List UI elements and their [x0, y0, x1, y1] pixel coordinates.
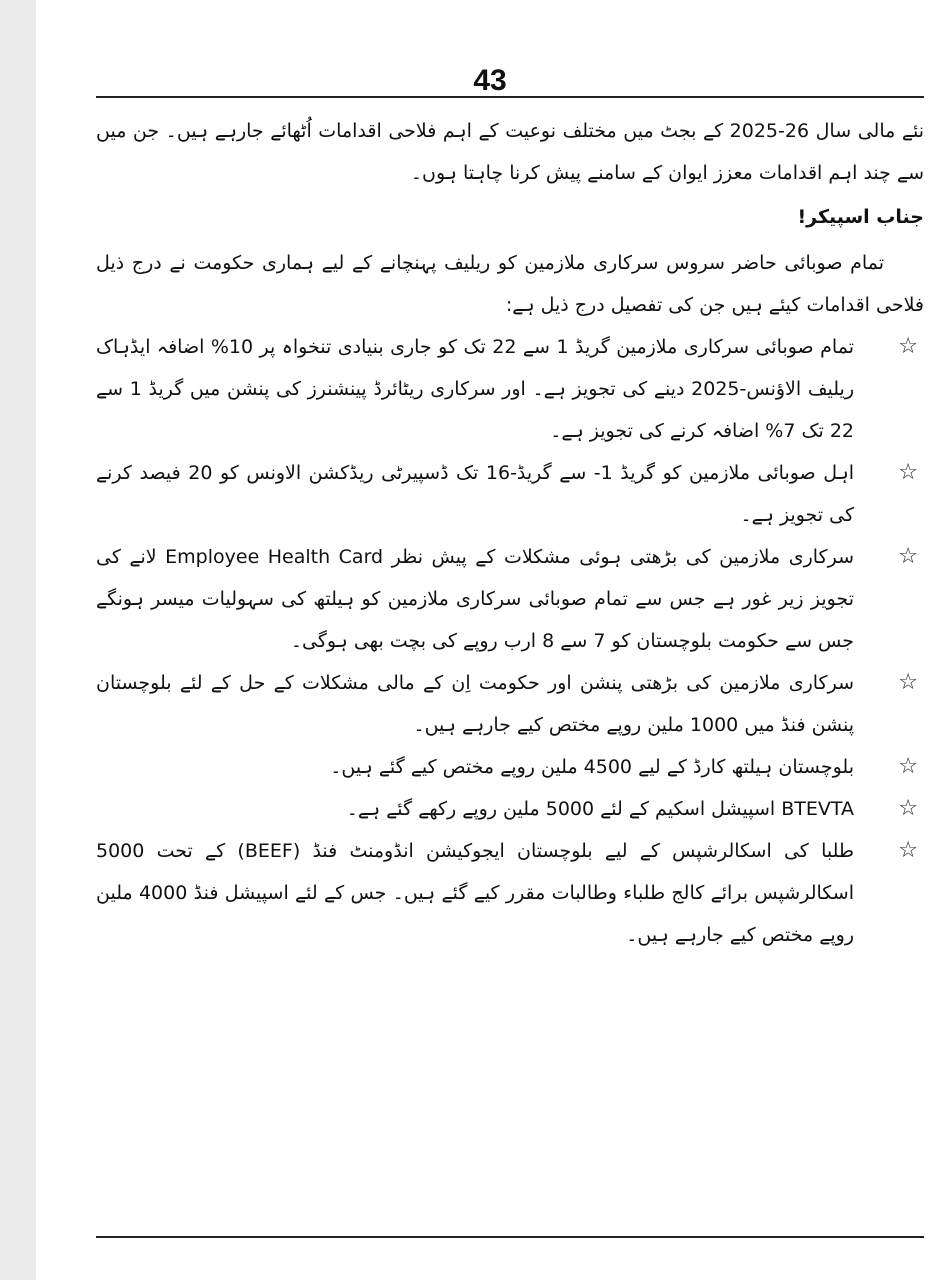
list-item-text: اہل صوبائی ملازمین کو گریڈ 1- سے گریڈ-16 تک ڈسپیرٹی ریڈکشن الاونس کو 20 فیصد کرنے کی تجویز ہے۔: [96, 462, 855, 526]
star-icon: ☆: [898, 796, 918, 821]
star-icon: ☆: [898, 460, 918, 485]
list-item-text: سرکاری ملازمین کی بڑھتی ہوئی مشکلات کے پیش نظر Employee Health Card لانے کی تجویز زیر غور ہے جس سے تمام صوبائی سرکاری ملازمین کو ہیلتھ کی سہولیات میسر ہونگے جس سے حکومت بلوچستان کو 7 سے 8 ارب روپے کی بچت بھی ہوگی۔: [96, 546, 854, 652]
list-item: [96, 746, 924, 788]
star-icon: ☆: [898, 838, 918, 863]
star-icon: ☆: [898, 544, 918, 569]
list-item: [96, 830, 924, 956]
page-content: [96, 110, 924, 956]
list-item: [96, 536, 924, 662]
list-item: [96, 788, 924, 830]
list-item-text: بلوچستان ہیلتھ کارڈ کے لیے 4500 ملین روپے مختص کیے گئے ہیں۔: [330, 756, 854, 778]
list-item: [96, 662, 924, 746]
intro-paragraph: نئے مالی سال 26-2025 کے بجٹ میں مختلف نوعیت کے اہم فلاحی اقدامات اُٹھائے جارہے ہیں۔ جن میں سے چند اہم اقدامات معزز ایوان کے سامنے پیش کرنا چاہتا ہوں۔: [96, 120, 924, 184]
footer-rule: [96, 1236, 924, 1238]
list-item-text: طلبا کی اسکالرشپس کے لیے بلوچستان ایجوکیشن انڈومنٹ فنڈ (BEEF) کے تحت 5000 اسکالرشپس برائے کالج طلباء وطالبات مقرر کیے گئے ہیں۔ جس کے لئے اسپیشل فنڈ 4000 ملین روپے مختص کیے جارہے ہیں۔: [96, 840, 855, 946]
list-item-text: تمام صوبائی سرکاری ملازمین گریڈ 1 سے 22 تک کو جاری بنیادی تنخواہ پر 10% اضافہ ایڈہاک ریلیف الاؤنس-2025 دینے کی تجویز ہے۔ اور سرکاری ریٹائرڈ پینشنرز کی پنشن میں گریڈ 1 سے 22 تک 7% اضافہ کرنے کی تجویز ہے۔: [96, 336, 854, 442]
list-item-text: BTEVTA اسپیشل اسکیم کے لئے 5000 ملین روپے رکھے گئے ہے۔: [346, 798, 854, 820]
star-icon: ☆: [898, 754, 918, 779]
star-icon: ☆: [898, 334, 918, 359]
document-page: [36, 0, 944, 1280]
section-heading: جناب اسپیکر!: [797, 206, 924, 228]
relief-paragraph: تمام صوبائی حاضر سروس سرکاری ملازمین کو ریلیف پہنچانے کے لیے ہماری حکومت نے درج ذیل فلاحی اقدامات کیئے ہیں جن کی تفصیل درج ذیل ہے:: [96, 252, 924, 316]
page-number: 43: [473, 64, 507, 97]
header-rule: [96, 96, 924, 98]
list-item: [96, 326, 924, 452]
star-icon: ☆: [898, 670, 918, 695]
list-item-text: سرکاری ملازمین کی بڑھتی پنشن اور حکومت اِن کے مالی مشکلات کے حل کے لئے بلوچستان پنشن فنڈ میں 1000 ملین روپے مختص کیے جارہے ہیں۔: [96, 672, 854, 736]
list-item: [96, 452, 924, 536]
